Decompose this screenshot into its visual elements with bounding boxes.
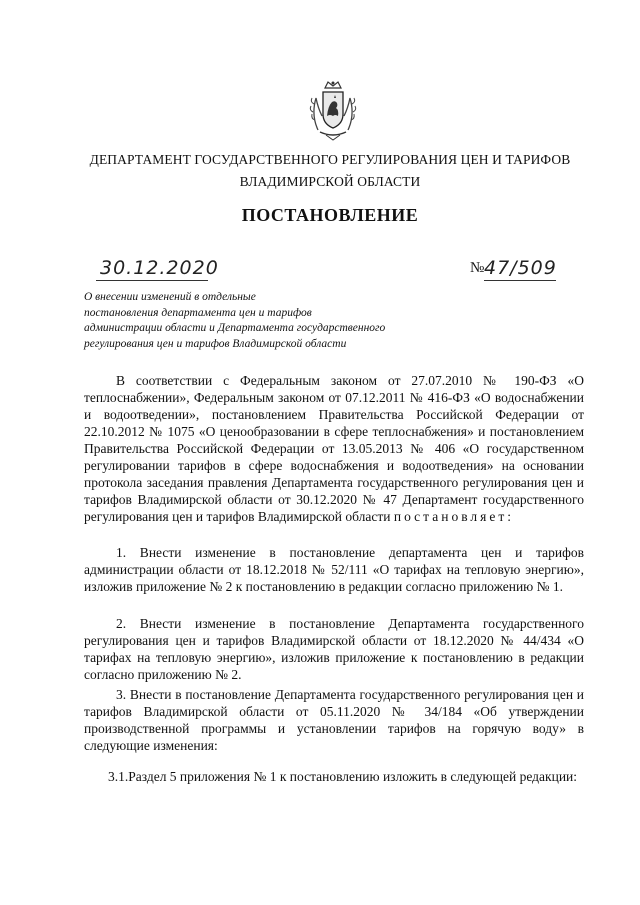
document-subject xyxy=(84,290,424,352)
subject-line: О внесении изменений в отдельные xyxy=(84,291,256,303)
resolves-word: постановляет: xyxy=(393,509,514,524)
item-3-1-paragraph: 3.1.Раздел 5 приложения № 1 к постановлению изложить в следующей редакции: xyxy=(108,769,578,784)
department-name-line2: ВЛАДИМИРСКОЙ ОБЛАСТИ xyxy=(239,174,421,189)
subject-line: постановления департамента цен и тарифов xyxy=(84,306,312,319)
item-1-paragraph: 1. Внести изменение в постановление департамента цен и тарифов администрации области от 18.12.2018 № 52/111 «О тарифах на тепловую энергию», изложив приложение № 2 к постановлению в редакции согласно приложению № 1. xyxy=(84,545,584,594)
item-2-paragraph: 2. Внести изменение в постановление Департамента государственного регулирования цен и тарифов Владимирской области от 18.12.2020 № 44/434 «О тарифах на тепловую энергию», изложив приложение к постановлению в редакции согласно приложению № 2. xyxy=(84,616,584,682)
preamble-text: В соответствии с Федеральным законом от 27.07.2010 № 190-ФЗ «О теплоснабжении», Федеральным законом от 07.12.2011 № 416-ФЗ «О водоснабжении и водоотведении», постановлением Правительства Российской Федерации от 22.10.2012 № 1075 «О ценообразовании в сфере теплоснабжения» и постановлением Правительства Российской Федерации от 13.05.2013 № 406 «О государственном регулировании тарифов в сфере водоснабжения и водоотведения» на основании протокола заседания правления Департамента государственного регулирования цен и тарифов Владимирской области от 30.12.2020 № 47 Департамент государственного регулирования цен и тарифов Владимирской области xyxy=(84,373,584,524)
document-number: 47/509 xyxy=(484,257,557,279)
document-type-title: ПОСТАНОВЛЕНИЕ xyxy=(241,205,419,225)
number-sign: № xyxy=(470,260,485,276)
subject-line: администрации области и Департамента государственного xyxy=(84,322,386,334)
department-name-line1: ДЕПАРТАМЕНТ ГОСУДАРСТВЕННОГО РЕГУЛИРОВАНИЯ ЦЕН И ТАРИФОВ xyxy=(89,152,571,167)
item-3-paragraph: 3. Внести в постановление Департамента государственного регулирования цен и тарифов Владимирской области от 05.11.2020 № 34/184 «Об утверждении производственной программы и установлении тарифов на горячую воду» в следующие изменения: xyxy=(84,687,584,753)
number-underline xyxy=(484,280,556,281)
subject-line: регулирования цен и тарифов Владимирской области xyxy=(84,337,347,350)
preamble-paragraph xyxy=(84,372,584,525)
coat-of-arms-icon xyxy=(308,80,358,142)
document-date: 30.12.2020 xyxy=(100,257,219,279)
date-underline xyxy=(96,280,208,281)
